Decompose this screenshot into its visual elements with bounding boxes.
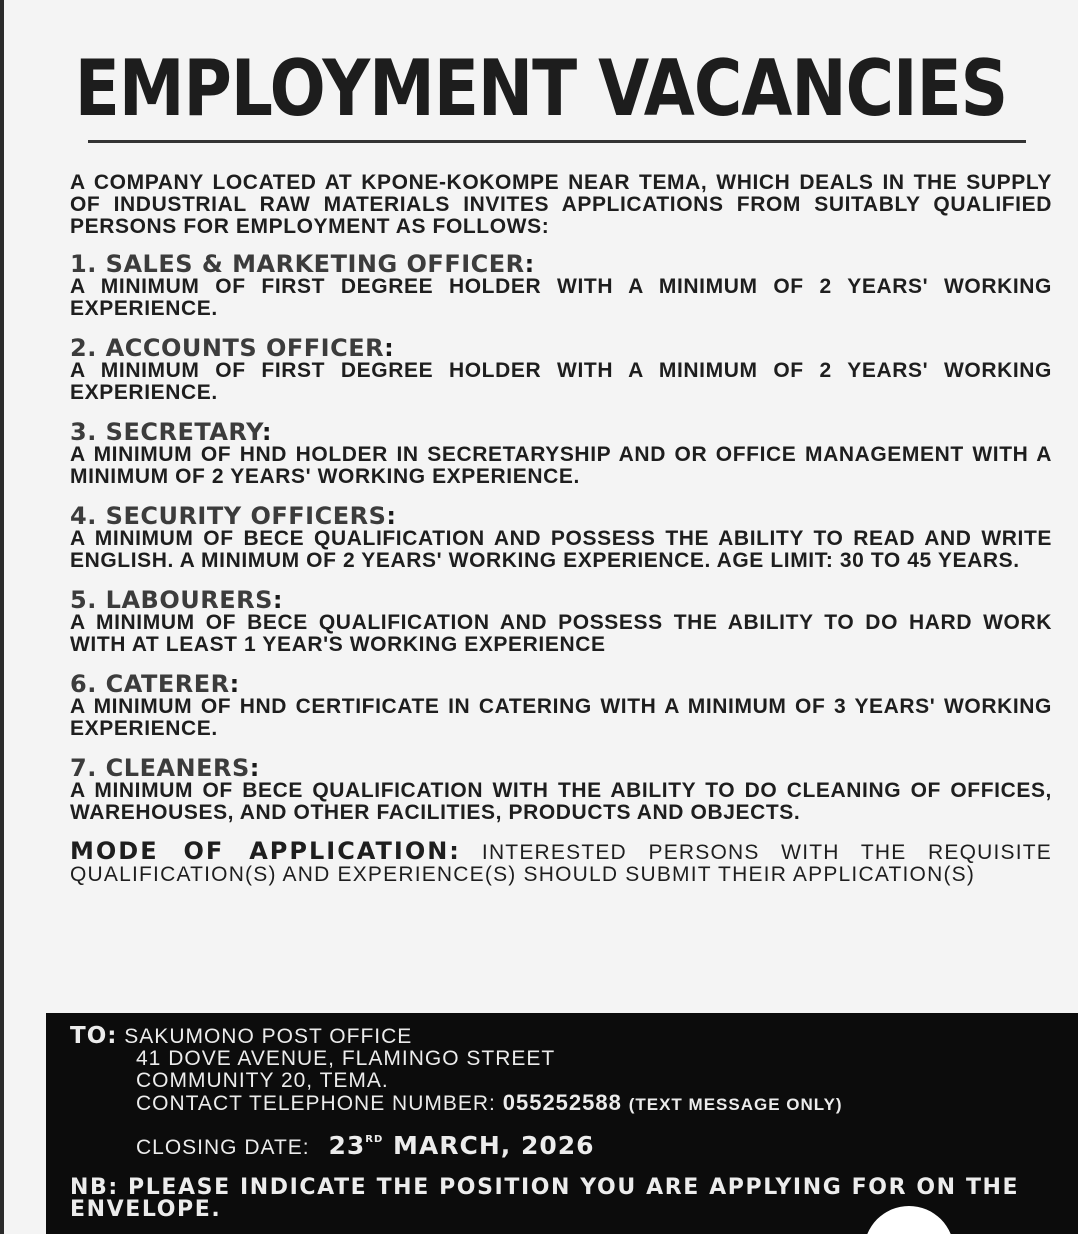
mode-text: INTERESTED PERSONS WITH THE REQUISITE QUALIFICATION(S) AND EXPERIENCE(S) SHOULD SUBMIT THEIR APPLICATION(S) — [70, 841, 1053, 886]
job-title: 3. SECRETARY: — [70, 418, 272, 446]
flyer-page — [4, 0, 1078, 1234]
job-item — [70, 504, 1052, 572]
job-description: A MINIMUM OF BECE QUALIFICATION AND POSSESS THE ABILITY TO DO HARD WORK WITH AT LEAST 1 YEAR'S WORKING EXPERIENCE — [70, 611, 1052, 656]
job-description: A MINIMUM OF HND CERTIFICATE IN CATERING WITH A MINIMUM OF 3 YEARS' WORKING EXPERIENCE. — [70, 695, 1052, 740]
job-title: 7. CLEANERS: — [70, 754, 260, 782]
job-description: A MINIMUM OF FIRST DEGREE HOLDER WITH A MINIMUM OF 2 YEARS' WORKING EXPERIENCE. — [70, 275, 1052, 320]
page-title: EMPLOYMENT VACANCIES — [74, 42, 1008, 134]
phone-number: 055252588 — [502, 1090, 622, 1115]
nb-note: NB: PLEASE INDICATE THE POSITION YOU ARE APPLYING FOR ON THE ENVELOPE. — [70, 1175, 1020, 1222]
job-title: 4. SECURITY OFFICERS: — [70, 502, 397, 530]
flyer-content — [70, 172, 1052, 886]
address-line: COMMUNITY 20, TEMA. — [136, 1069, 389, 1092]
job-title: 1. SALES & MARKETING OFFICER: — [70, 250, 535, 278]
job-item — [70, 336, 1052, 404]
job-item — [70, 756, 1052, 824]
job-description: A MINIMUM OF FIRST DEGREE HOLDER WITH A MINIMUM OF 2 YEARS' WORKING EXPERIENCE. — [70, 359, 1052, 404]
contact-line — [70, 1092, 1060, 1116]
job-item — [70, 420, 1052, 488]
mode-of-application — [70, 837, 1053, 886]
phone-label: CONTACT TELEPHONE NUMBER: — [136, 1092, 496, 1115]
job-description: A MINIMUM OF BECE QUALIFICATION WITH THE ABILITY TO DO CLEANING OF OFFICES, WAREHOUSES, AND OTHER FACILITIES, PRODUCTS AND OBJECTS. — [70, 779, 1052, 824]
job-title: 5. LABOURERS: — [70, 586, 283, 614]
job-description: A MINIMUM OF BECE QUALIFICATION AND POSSESS THE ABILITY TO READ AND WRITE ENGLISH. A MINIMUM OF 2 YEARS' WORKING EXPERIENCE. AGE LIMIT: 30 TO 45 YEARS. — [70, 527, 1052, 572]
address-panel — [46, 1013, 1078, 1234]
address-line: SAKUMONO POST OFFICE — [124, 1025, 413, 1048]
job-title: 2. ACCOUNTS OFFICER: — [70, 334, 395, 362]
mode-label: MODE OF APPLICATION: — [70, 837, 461, 865]
to-label: TO: — [70, 1023, 118, 1049]
title-underline — [88, 140, 1026, 143]
address-block — [70, 1025, 1060, 1116]
job-description: A MINIMUM OF HND HOLDER IN SECRETARYSHIP AND OR OFFICE MANAGEMENT WITH A MINIMUM OF 2 YEARS' WORKING EXPERIENCE. — [70, 443, 1052, 488]
job-item — [70, 672, 1052, 740]
job-item — [70, 588, 1052, 656]
closing-date — [136, 1131, 595, 1160]
closing-label: CLOSING DATE: — [136, 1136, 310, 1159]
job-item — [70, 252, 1052, 320]
address-line: 41 DOVE AVENUE, FLAMINGO STREET — [136, 1047, 556, 1070]
phone-note: (TEXT MESSAGE ONLY) — [628, 1095, 843, 1114]
job-title: 6. CATERER: — [70, 670, 240, 698]
intro-paragraph: A COMPANY LOCATED AT KPONE-KOKOMPE NEAR TEMA, WHICH DEALS IN THE SUPPLY OF INDUSTRIAL RAW MATERIALS INVITES APPLICATIONS FROM SUITABLY QUALIFIED PERSONS FOR EMPLOYMENT AS FOLLOWS: — [70, 171, 1052, 238]
closing-date-value: 23RD MARCH, 2026 — [328, 1131, 595, 1160]
